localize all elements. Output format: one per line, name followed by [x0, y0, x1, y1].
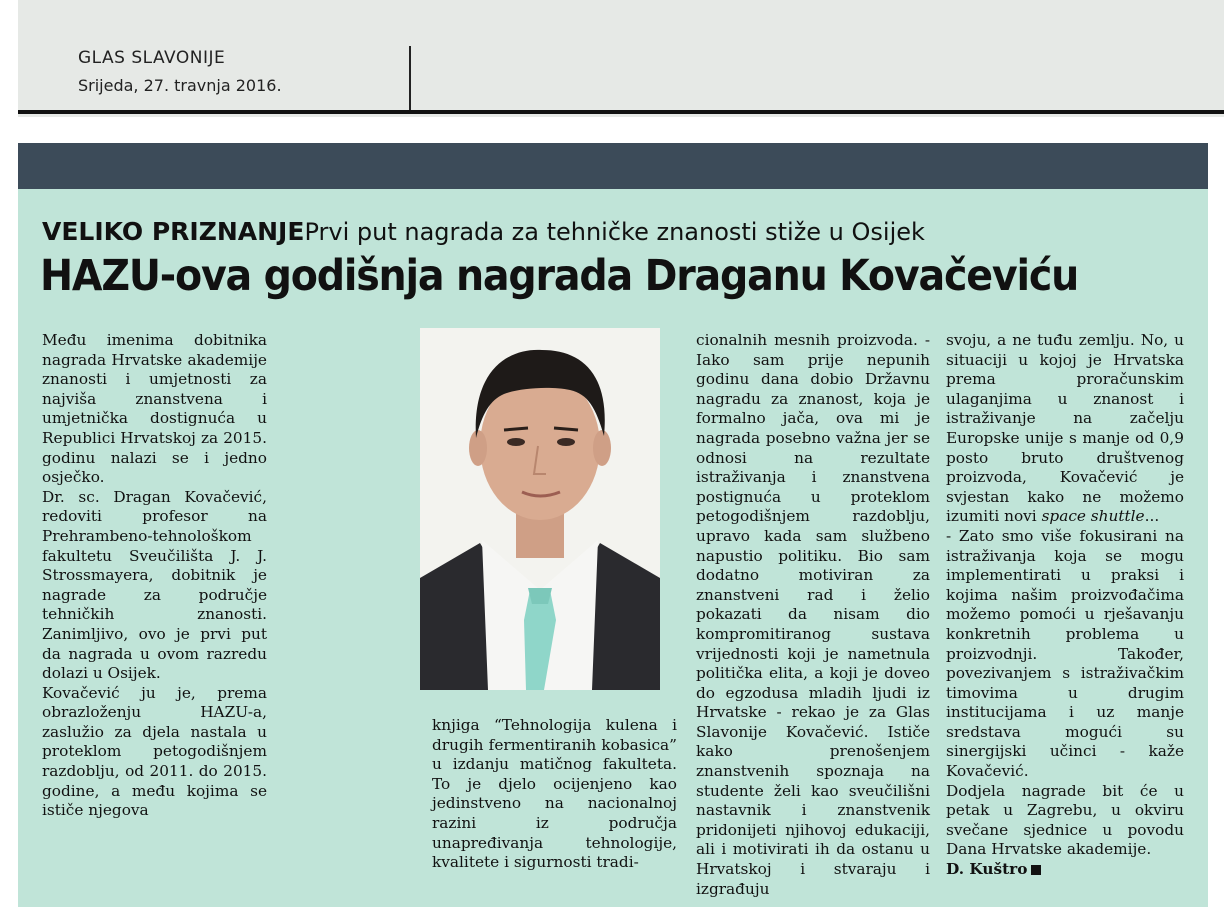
article-headline: HAZU-ova godišnja nagrada Draganu Kovačeviću: [40, 251, 1079, 301]
portrait-illustration: [420, 328, 660, 690]
paragraph: knjiga “Tehnologija kulena i drugih fermentiranih kobasica” u izdanju matičnog fakulteta. To je djelo ocijenjeno kao jedinstveno na nacionalnoj razini iz područja unapređivanja tehnologije, kvalitete i sigurnosti tradi-: [432, 716, 677, 872]
paragraph: Među imenima dobitnika nagrada Hrvatske akademije znanosti i umjetnosti za najviša znanstvena i umjetnička dostignuća u Republici Hrvatskoj za 2015. godinu nalazi se i jedno osječko.: [42, 331, 267, 487]
portrait-photo: [420, 328, 660, 690]
article-clipping: [18, 143, 1208, 907]
paragraph: - Zato smo više fokusirani na istraživanja koja se mogu implementirati u praksi i kojima našim proizvođačima možemo pomoći u rješavanju konkretnih problema u proizvodnji. Također, povezivanjem s istraživačkim timovima u drugim institucijama i uz manje sredstava mogući su sinergijski učinci - kaže Kovačević.: [946, 526, 1184, 781]
masthead-divider: [409, 46, 411, 110]
kicker-label: VELIKO PRIZNANJE: [42, 217, 305, 246]
publication-date: Srijeda, 27. travnja 2016.: [78, 76, 282, 95]
article-column-3: [696, 331, 930, 899]
article-column-1: [42, 331, 267, 821]
article-kicker: [42, 217, 925, 246]
page-rule: [18, 110, 1224, 114]
italic-phrase: space shuttle: [1041, 507, 1145, 526]
article-column-4: [946, 331, 1184, 880]
author-name: D. Kuštro: [946, 860, 1028, 879]
section-banner-bar: [18, 143, 1208, 189]
author-signature: [946, 860, 1184, 880]
paragraph: Dr. sc. Dragan Kovačević, redoviti profesor na Prehrambeno-tehnološkom fakultetu Sveučilišta J. J. Strossmayera, dobitnik je nagrade za područje tehničkih znanosti. Zanimljivo, ovo je prvi put da nagrada u ovom razredu dolazi u Osijek.: [42, 487, 267, 683]
paragraph: Dodjela nagrade bit će u petak u Zagrebu, u okviru svečane sjednice u povodu Dana Hrvatske akademije.: [946, 781, 1184, 859]
end-mark-icon: [1031, 865, 1041, 875]
publication-name: GLAS SLAVONIJE: [78, 48, 226, 68]
paragraph: cionalnih mesnih proizvoda. - Iako sam prije nepunih godinu dana dobio Državnu nagradu za znanost, koja je formalno jača, ova mi je nagrada posebno važna jer se odnosi na rezultate istraživanja i znanstvena postignuća u proteklom petogodišnjem razdoblju, upravo kada sam službeno napustio politiku. Bio sam dodatno motiviran za znanstveni rad i želio pokazati da nisam dio kompromitiranog sustava vrijednosti koji je nametnula politička elita, a koji je doveo do egzodusa mladih ljudi iz Hrvatske - rekao je za Glas Slavonije Kovačević. Ističe kako prenošenjem znanstvenih spoznaja na studente želi kao sveučilišni nastavnik i znanstvenik pridonijeti njihovoj edukaciji, ali i motivirati ih da ostanu u Hrvatskoj i stvaraju i izgrađuju: [696, 331, 930, 898]
masthead: [78, 46, 282, 98]
article-column-2: [432, 716, 677, 873]
paragraph: svoju, a ne tuđu zemlju. No, u situaciji u kojoj je Hrvatska prema proračunskim ulaganjima u znanost i istraživanje na začelju Europske unije s manje od 0,9 posto bruto društvenog proizvoda, Kovačević je svjestan kako ne možemo izumiti novi space shuttle...: [946, 331, 1184, 526]
paragraph: Kovačević ju je, prema obrazloženju HAZU-a, zaslužio za djela nastala u proteklom petogodišnjem razdoblju, od 2011. do 2015. godine, a među kojima se ističe njegova: [42, 683, 267, 820]
article-subhead: Prvi put nagrada za tehničke znanosti stiže u Osijek: [304, 218, 925, 246]
